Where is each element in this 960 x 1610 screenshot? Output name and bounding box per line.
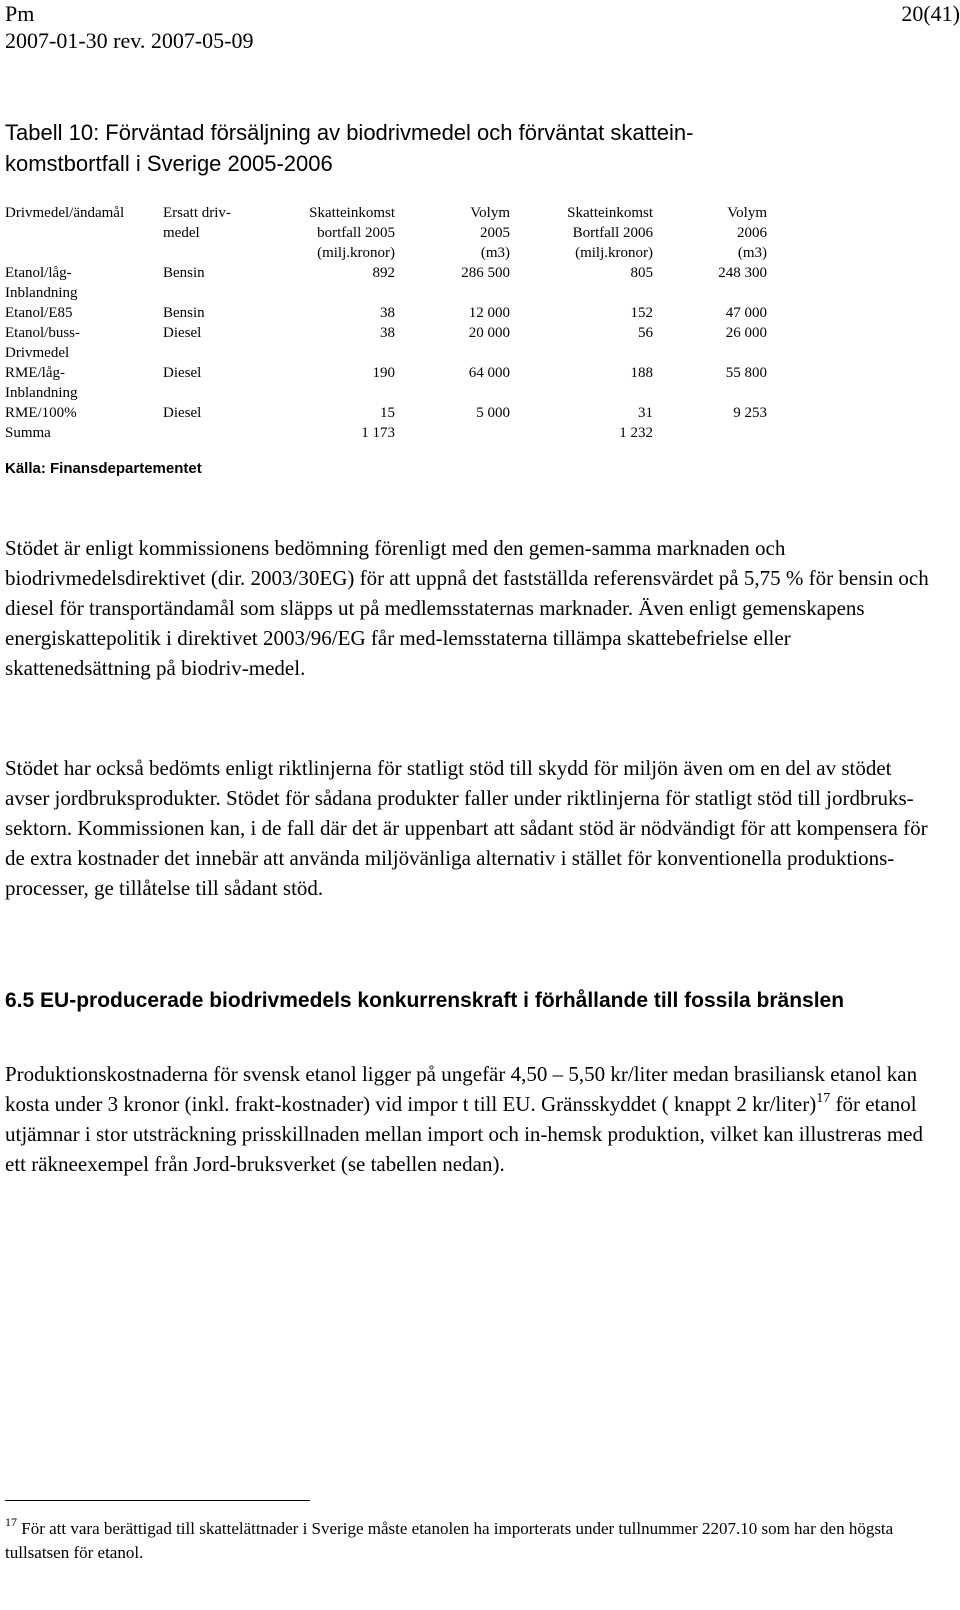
table-cell: 1 232 [619,425,653,441]
revision-date: 2007-01-30 rev. 2007-05-09 [5,28,254,53]
section-heading: 6.5 EU-producerade biodrivmedels konkurrenskraft i förhållande till fossila bränslen [5,989,845,1012]
table-cell: 20 000 [468,325,510,341]
table-cell: Bensin [163,305,205,321]
column-header: 2006 [737,225,767,241]
table-cell: 190 [372,365,395,381]
table-cell: 9 253 [733,405,767,421]
table-cell: RME/låg- [5,365,65,381]
column-header: Ersatt driv- [163,205,231,221]
column-header: (m3) [737,245,767,261]
column-header: (m3) [480,245,510,261]
paragraph-3-text-a: Produktionskostnaderna för svensk etanol ligger på ungefär 4,50 – 5,50 kr/liter medan brasiliansk etanol kan kosta under 3 kronor (inkl. frakt-kostnader) vid impor t till EU. Gränsskyddet ( knappt 2 kr/liter) [5,1062,918,1116]
table-cell: 248 300 [718,265,767,281]
table-cell: 31 [638,405,653,421]
table-source: Källa: Finansdepartementet [5,460,202,477]
table-cell: 15 [380,405,395,421]
column-header: medel [163,225,200,241]
paragraph-1: Stödet är enligt kommissionens bedömning förenligt med den gemen-samma marknaden och biodrivmedelsdirektivet (dir. 2003/30EG) för att uppnå det fastställda referensvärdet på 5,75 % för bensin och diesel för transportändamål som släpps ut på medlemsstaternas marknader. Även enligt gemenskapens energiskattepolitik i direktivet 2003/96/EG får med-lemsstaterna tillämpa skattebefrielse eller skattenedsättning på biodriv-medel. [5,536,929,680]
table-cell: 1 173 [361,425,395,441]
table-cell: Diesel [163,365,202,381]
column-header: Volym [727,205,767,221]
column-header: Drivmedel/ändamål [5,205,125,221]
table-cell: Bensin [163,265,205,281]
table-cell: 26 000 [725,325,767,341]
table-cell: 38 [380,325,395,341]
table-cell: Etanol/buss- [5,325,80,341]
column-header: 2005 [480,225,510,241]
table-cell: 55 800 [725,365,767,381]
table-cell: 892 [372,265,395,281]
column-header: bortfall 2005 [317,225,395,241]
table-cell: RME/100% [5,405,77,421]
column-header: Skatteinkomst [567,205,653,221]
page-number: 20(41) [901,1,960,26]
table-cell: Inblandning [5,385,78,401]
table-cell: 188 [630,365,653,381]
page-title: Pm [5,1,35,26]
table-cell: Summa [5,425,51,441]
footnote-number: 17 [5,1515,17,1529]
footnote-text: För att vara berättigad till skattelättnader i Sverige måste etanolen ha importerats under tullnummer 2207.10 som har den högsta tullsatsen för etanol. [5,1519,894,1562]
table-cell: 152 [630,305,653,321]
paragraph-2: Stödet har också bedömts enligt riktlinjerna för statligt stöd till skydd för miljön även om en del av stödet avser jordbruksprodukter. Stödet för sådana produkter faller under riktlinjerna för statligt stöd till jordbruks-sektorn. Kommissionen kan, i de fall där det är uppenbart att sådant stöd är nödvändigt för att kompensera för de extra kostnader det innebär att använda miljövänliga alternativ i stället för konventionella produktions-processer, ge tillåtelse till sådant stöd. [5,756,928,900]
table-cell: Diesel [163,325,202,341]
footnote [5,1517,925,1565]
table-caption: Tabell 10: Förväntad försäljning av biodrivmedel och förväntat skattein-komstbortfall i Sverige 2005-2006 [5,120,694,176]
table-cell: Etanol/E85 [5,305,73,321]
table-cell: Diesel [163,405,202,421]
column-header: (milj.kronor) [317,245,395,261]
table-cell: 805 [630,265,653,281]
paragraph-3-text-b: för etanol utjämnar i stor utsträckning prisskillnaden mellan import och in-hemsk produktion, vilket kan illustreras med ett räkneexempel från Jord-bruksverket (se tabellen nedan). [5,1092,923,1176]
column-header: Volym [470,205,510,221]
table-cell: Inblandning [5,285,78,301]
table-cell: 38 [380,305,395,321]
column-header: Skatteinkomst [309,205,395,221]
column-header: (milj.kronor) [575,245,653,261]
footnote-rule [5,1500,310,1501]
table-cell: 56 [638,325,653,341]
table-cell: 5 000 [476,405,510,421]
table-cell: 64 000 [468,365,510,381]
table-cell: Etanol/låg- [5,265,72,281]
column-header: Bortfall 2006 [572,225,653,241]
table-cell: 12 000 [468,305,510,321]
paragraph-3 [5,1059,930,1179]
table-cell: 286 500 [461,265,510,281]
table-cell: Drivmedel [5,345,70,361]
footnote-reference[interactable]: 17 [816,1091,831,1106]
table-cell: 47 000 [725,305,767,321]
